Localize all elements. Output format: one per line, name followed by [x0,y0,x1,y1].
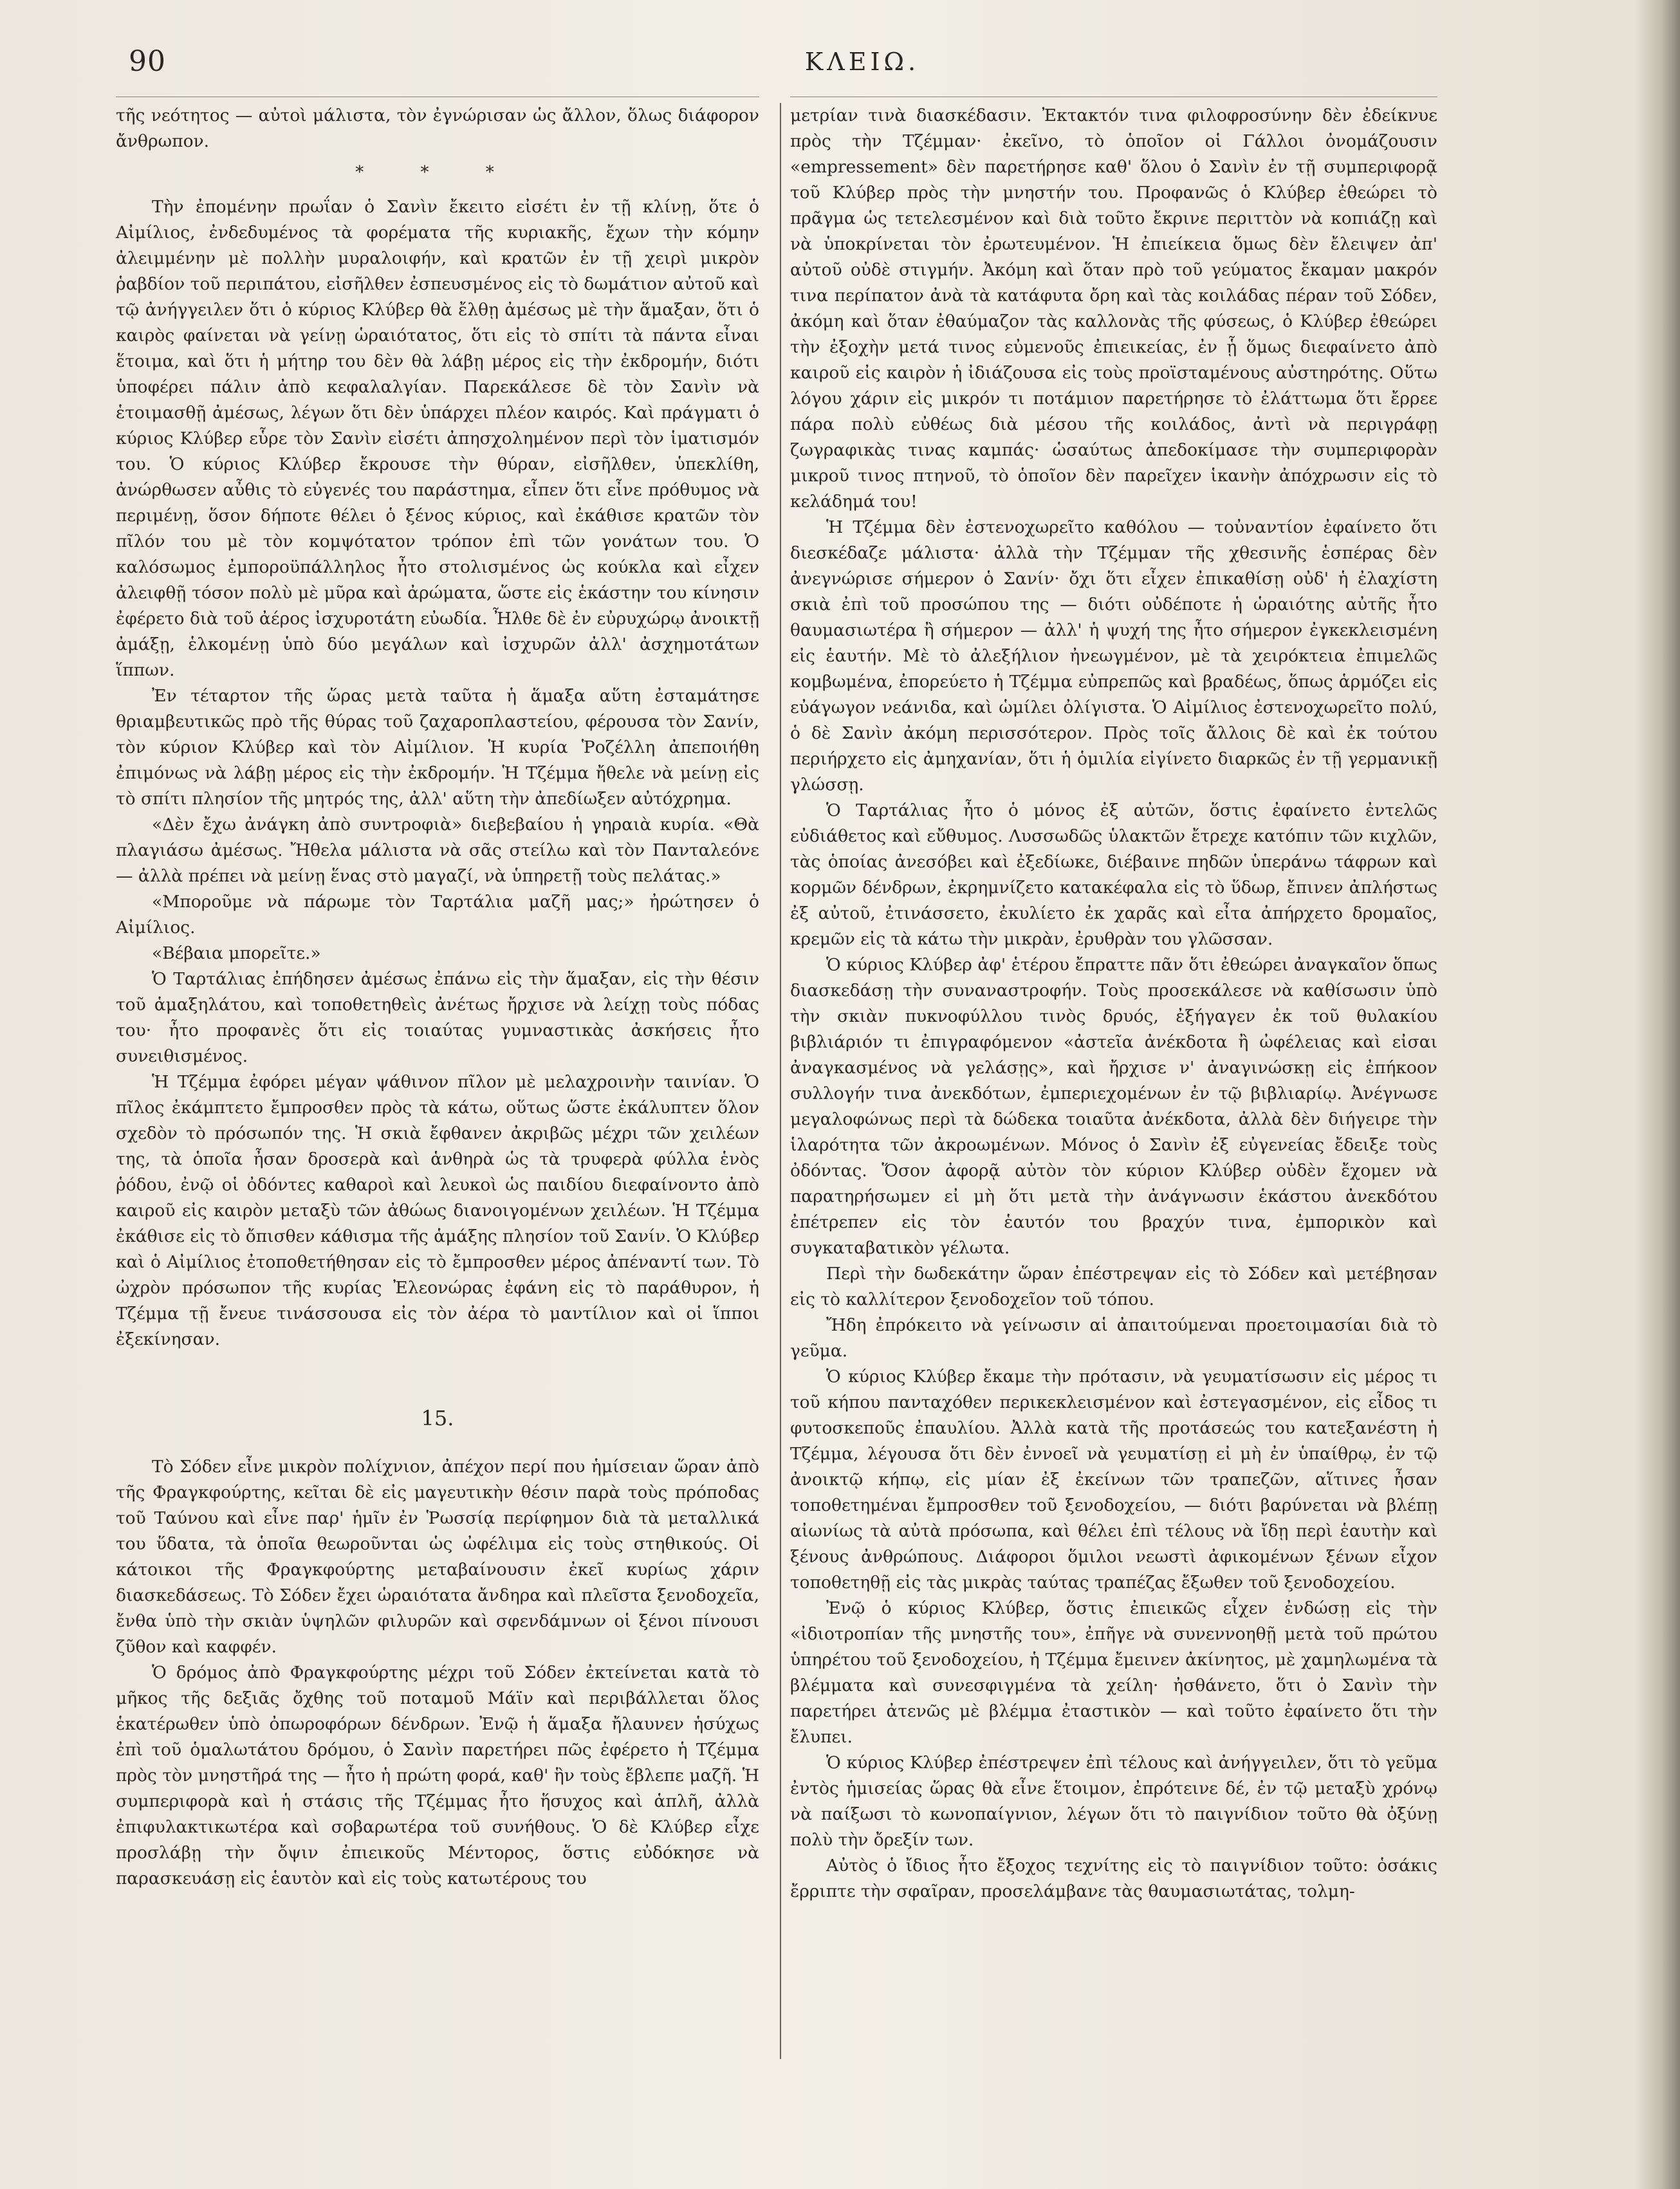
chapter-number: 15. [421,1406,454,1430]
column-divider [780,103,781,2059]
paragraph: Ἤδη ἐπρόκειτο νὰ γείνωσιν αἱ ἀπαιτούμεναι προετοιμασίαι διὰ τὸ γεῦμα. [790,1315,1437,1361]
left-column [116,103,759,1892]
paragraph: Ὁ κύριος Κλύβερ ἀφ' ἑτέρου ἔπραττε πᾶν ὅτι ἐθεώρει ἀναγκαῖον ὅπως διασκεδάσῃ τὴν συναναστροφήν. Τοὺς προσεκάλεσε νὰ καθίσωσιν ὑπὸ τὴν σκιὰν πυκνοφύλλου τινὸς δρυός, ἐξήγαγεν ἐκ τοῦ θυλακίου βιβλιάριόν τι ἐπιγραφόμενον «ἀστεῖα ἀνέκδοτα ἢ ὠφέλειας καὶ εἰσαι ἀναγκασμένος νὰ γελάσῃς», καὶ ἤρχισε ν' ἀναγινώσκῃ εἰς ἐπήκοον συλλογήν τινα ἀνεκδότων, ἐμπεριεχομένων ἐν τῷ βιβλιαρίῳ. Ἀνέγνωσε μεγαλοφώνως περὶ τὰ δώδεκα τοιαῦτα ἀνέκδοτα, ἀλλὰ δὲν διήγειρε τὴν ἱλαρότητα τῶν ἀκροωμένων. Μόνος ὁ Σανὶν ἐξ εὐγενείας ἔδειξε τοὺς ὀδόντας. Ὅσον ἀφορᾷ αὐτὸν τὸν κύριον Κλύβερ οὐδὲν ἔχομεν νὰ παρατηρήσωμεν εἰ μὴ ὅτι μετὰ τὴν ἀνάγνωσιν ἑκάστου ἀνεκδότου ἐπέτρεπεν εἰς τὸν ἑαυτόν του βραχύν τινα, ἐμπορικὸν καὶ συγκαταβατικὸν γέλωτα. [790,955,1437,1258]
section-break-asterisks: * * * [355,163,520,182]
paragraph: Τὸ Σόδεν εἶνε μικρὸν πολίχνιον, ἀπέχον περί που ἡμίσειαν ὥραν ἀπὸ τῆς Φραγκφούρτης, κεῖται δὲ εἰς μαγευτικὴν θέσιν παρὰ τοὺς πρόποδας τοῦ Ταύνου καὶ εἶνε παρ' ἡμῖν ἐν Ῥωσσίᾳ περίφημον διὰ τὰ μεταλλικά του ὕδατα, τὰ ὁποῖα θεωροῦνται ὡς ὠφέλιμα εἰς τοὺς στηθικούς. Οἱ κάτοικοι τῆς Φραγκφούρτης μεταβαίνουσιν ἐκεῖ κυρίως χάριν διασκεδάσεως. Τὸ Σόδεν ἔχει ὡραιότατα ἄνδηρα καὶ πλεῖστα ξενοδοχεῖα, ἔνθα ὑπὸ τὴν σκιὰν ὑψηλῶν φιλυρῶν καὶ σφενδάμνων οἱ ξένοι πίνουσι ζῦθον καὶ καφφέν. [116,1457,759,1657]
paragraph: μετρίαν τινὰ διασκέδασιν. Ἐκτακτόν τινα φιλοφροσύνην δὲν ἐδείκνυε πρὸς τὴν Τζέμμαν· ἐκεῖνο, τὸ ὁποῖον οἱ Γάλλοι ὀνομάζουσιν «empressement» δὲν παρετήρησε καθ' ὅλου ὁ Σανὶν ἐν τῇ συμπεριφορᾷ τοῦ Κλύβερ πρὸς τὴν μνηστήν του. Προφανῶς ὁ Κλύβερ ἐθεώρει τὸ πρᾶγμα ὡς τετελεσμένον καὶ διὰ τοῦτο ἔκρινε περιττὸν νὰ κοπιάζῃ καὶ νὰ ὑποκρίνεται τὸν ἐρωτευμένον. Ἡ ἐπιείκεια ὅμως δὲν ἔλειψεν ἀπ' αὐτοῦ οὐδὲ στιγμήν. Ἀκόμη καὶ ὅταν πρὸ τοῦ γεύματος ἔκαμαν μακρόν τινα περίπατον ἀνὰ τὰ κατάφυτα ὄρη καὶ τὰς κοιλάδας πέραν τοῦ Σόδεν, ἀκόμη καὶ ὅταν ἐθαύμαζον τὰς καλλονὰς τῆς φύσεως, ὁ Κλύβερ ἐθεώρει τὴν ἐξοχὴν μετά τινος εὐμενοῦς ἐπιεικείας, ἐν ᾗ ὅμως διεφαίνετο ἀπὸ καιροῦ εἰς καιρὸν ἡ ἰδιάζουσα εἰς τοὺς προϊσταμένους αὐστηρότης. Οὕτω λόγου χάριν εἰς μικρόν τι ποτάμιον παρετήρησε τὸ ἐλάττωμα ὅτι ἔρρεε πάρα πολὺ εὐθέως διὰ μέσου τῆς κοιλάδος, ἀντὶ νὰ περιγράφῃ ζωγραφικὰς τινας καμπάς· ὡσαύτως ἀπεδοκίμασε τὴν συμπεριφορὰν μικροῦ τινος πτηνοῦ, τὸ ὁποῖον δὲν παρεῖχεν ἱκανὴν ἀπόχρωσιν εἰς τὸ κελάδημά του! [790,106,1437,512]
paragraph: Τὴν ἐπομένην πρωΐαν ὁ Σανὶν ἔκειτο εἰσέτι ἐν τῇ κλίνῃ, ὅτε ὁ Αἰμίλιος, ἐνδεδυμένος τὰ φορέματα τῆς κυριακῆς, ἔχων τὴν κόμην ἀλειμμένην μὲ πολλὴν μυραλοιφήν, καὶ κρατῶν ἐν τῇ χειρὶ μικρὸν ῥαβδίον τοῦ περιπάτου, εἰσῆλθεν ἐσπευσμένος εἰς τὸ δωμάτιον αὐτοῦ καὶ τῷ ἀνήγγειλεν ὅτι ὁ κύριος Κλύβερ θὰ ἔλθῃ ἀμέσως μὲ τὴν ἅμαξαν, ὅτι ὁ καιρὸς φαίνεται νὰ γείνῃ ὡραιότατος, ὅτι εἰς τὸ σπίτι τὰ πάντα εἶναι ἕτοιμα, καὶ ὅτι ἡ μήτηρ του δὲν θὰ λάβῃ μέρος εἰς τὴν ἐκδρομήν, διότι ὑποφέρει πάλιν ἀπὸ κεφαλαλγίαν. Παρεκάλεσε δὲ τὸν Σανὶν νὰ ἑτοιμασθῇ ἀμέσως, λέγων ὅτι δὲν ὑπάρχει πλέον καιρός. Καὶ πράγματι ὁ κύριος Κλύβερ εὗρε τὸν Σανὶν εἰσέτι ἀπησχολημένον περὶ τὸν ἱματισμόν του. Ὁ κύριος Κλύβερ ἔκρουσε τὴν θύραν, εἰσῆλθεν, ὑπεκλίθη, ἀνώρθωσεν αὖθις τὸ εὐγενές του παράστημα, εἶπεν ὅτι εἶνε πρόθυμος νὰ περιμένῃ, ὅσον δήποτε θέλει ὁ ξένος κύριος, καὶ ἐκάθισε κρατῶν τὸν πῖλόν του μὲ τὸν κομψότατον τρόπον ἐπὶ τῶν γονάτων του. Ὁ καλόσωμος ἐμποροϋπάλληλος ἦτο στολισμένος ὡς κούκλα καὶ εἶχεν ἀλειφθῇ τόσον πολὺ μὲ μῦρα καὶ ἀρώματα, ὥστε εἰς ἑκάστην του κίνησιν ἐφέρετο διὰ τοῦ ἀέρος ἰσχυροτάτη εὐωδία. Ἦλθε δὲ ἐν εὐρυχώρῳ ἀνοικτῇ ἀμάξῃ, ἑλκομένῃ ὑπὸ δύο μεγάλων καὶ ἰσχυρῶν ἀλλ' ἀσχημοτάτων ἵππων. [116,197,759,680]
right-column [790,103,1437,1905]
paragraph: Ὁ Ταρτάλιας ἐπήδησεν ἀμέσως ἐπάνω εἰς τὴν ἅμαξαν, εἰς τὴν θέσιν τοῦ ἁμαξηλάτου, καὶ τοποθετηθεὶς ἀνέτως ἤρχισε νὰ λείχῃ τοὺς πόδας του· ἦτο προφανὲς ὅτι εἰς τοιαύτας γυμναστικὰς ἀσκήσεις ἦτο συνειθισμένος. [116,969,759,1066]
paragraph: Ὁ Ταρτάλιας ἦτο ὁ μόνος ἐξ αὐτῶν, ὅστις ἐφαίνετο ἐντελῶς εὐδιάθετος καὶ εὔθυμος. Λυσσωδῶς ὑλακτῶν ἔτρεχε κατόπιν τῶν κιχλῶν, τὰς ὁποίας ἀνεσόβει καὶ ἐξεδίωκε, διέβαινε πηδῶν ὑπεράνω τάφρων καὶ κορμῶν δένδρων, ἐκρημνίζετο κατακέφαλα εἰς τὸ ὕδωρ, ἔπινεν ἀπλήστως ἐξ αὐτοῦ, ἐτινάσσετο, ἐκυλίετο ἐκ χαρᾶς καὶ εἶτα ἀπήρχετο δρομαῖος, κρεμῶν εἰς τὰ κάτω τὴν μικρὰν, ἐρυθρὰν του γλῶσσαν. [790,800,1437,949]
opening-line: τῆς νεότητος — αὐτοὶ μάλιστα, τὸν ἐγνώρισαν ὡς ἄλλον, ὅλως διάφορον ἄνθρωπον. [116,106,759,151]
paragraph: «Μποροῦμε νὰ πάρωμε τὸν Ταρτάλια μαζῆ μας;» ἠρώτησεν ὁ Αἰμίλιος. [116,892,759,937]
paragraph: Περὶ τὴν δωδεκάτην ὥραν ἐπέστρεψαν εἰς τὸ Σόδεν καὶ μετέβησαν εἰς τὸ καλλίτερον ξενοδοχεῖον τοῦ τόπου. [790,1264,1437,1309]
paragraph: Ἐνῷ ὁ κύριος Κλύβερ, ὅστις ἐπιεικῶς εἶχεν ἐνδώσῃ εἰς τὴν «ἰδιοτροπίαν τῆς μνηστῆς του», ἐπῆγε νὰ συνεννοηθῇ μετὰ τοῦ πρώτου ὑπηρέτου τοῦ ξενοδοχείου, ἡ Τζέμμα ἔμεινεν ἀκίνητος, μὲ χαμηλωμένα τὰ βλέμματα καὶ συνεσφιγμένα τὰ χείλη· ἠσθάνετο, ὅτι ὁ Σανὶν τὴν παρετήρει ἀτενῶς μὲ βλέμμα ἐταστικὸν — καὶ τοῦτο ἐφαίνετο ὅτι τὴν ἔλυπει. [790,1598,1437,1747]
binding-shadow [1635,0,1680,2189]
paragraph: Ὁ δρόμος ἀπὸ Φραγκφούρτης μέχρι τοῦ Σόδεν ἐκτείνεται κατὰ τὸ μῆκος τῆς δεξιᾶς ὄχθης τοῦ ποταμοῦ Μάϊν καὶ περιβάλλεται ὅλος ἑκατέρωθεν ὑπὸ ὀπωροφόρων δένδρων. Ἐνῷ ἡ ἅμαξα ἤλαυνεν ἡσύχως ἐπὶ τοῦ ὁμαλωτάτου δρόμου, ὁ Σανὶν παρετήρει πῶς ἐφέρετο ἡ Τζέμμα πρὸς τὸν μνηστῆρά της — ἦτο ἡ πρώτη φορά, καθ' ἣν τοὺς ἔβλεπε μαζῆ. Ἡ συμπεριφορὰ καὶ ἡ στάσις τῆς Τζέμμας ἦτο ἥσυχος καὶ ἁπλῆ, ἀλλὰ ἐπιφυλακτικωτέρα καὶ σοβαρωτέρα τοῦ συνήθους. Ὁ δὲ Κλύβερ εἶχε προσλάβῃ τὴν ὄψιν ἐπιεικοῦς Μέντορος, ὅστις εὐδόκησε νὰ παρασκευάσῃ εἰς ἑαυτὸν καὶ εἰς τοὺς κατωτέρους του [116,1663,759,1889]
paragraph: Ὁ κύριος Κλύβερ ἐπέστρεψεν ἐπὶ τέλους καὶ ἀνήγγειλεν, ὅτι τὸ γεῦμα ἐντὸς ἡμισείας ὥρας θὰ εἶνε ἕτοιμον, ἐπρότεινε δέ, ἐν τῷ μεταξὺ χρόνῳ νὰ παίξωσι τὸ κωνοπαίγνιον, λέγων ὅτι τὸ παιγνίδιον τοῦτο θὰ ὀξύνῃ πολὺ τὴν ὄρεξίν των. [790,1753,1437,1850]
page-header [122,45,1557,84]
paragraph: Αὐτὸς ὁ ἴδιος ἦτο ἔξοχος τεχνίτης εἰς τὸ παιγνίδιον τοῦτο: ὁσάκις ἔρριπτε τὴν σφαῖραν, προσελάμβανε τὰς θαυμασιωτάτας, τολμη- [790,1856,1437,1901]
paragraph: «Βέβαια μπορεῖτε.» [152,943,321,963]
paragraph: Ὁ κύριος Κλύβερ ἔκαμε τὴν πρότασιν, νὰ γευματίσωσιν εἰς μέρος τι τοῦ κήπου πανταχόθεν περικεκλεισμένον καὶ ἐστεγασμένον, εἰς εἶδος τι φυτοσκεποῦς ἐπαυλίου. Ἀλλὰ κατὰ τῆς προτάσεώς του κατεξανέστη ἡ Τζέμμα, λέγουσα ὅτι δὲν ἐννοεῖ νὰ γευματίσῃ εἰ μὴ ἐν ὑπαίθρῳ, ἐν τῷ ἀνοικτῷ κήπῳ, εἰς μίαν ἐξ ἐκείνων τῶν τραπεζῶν, αἵτινες ἦσαν τοποθετημέναι ἔμπροσθεν τοῦ ξενοδοχείου, — διότι βαρύνεται νὰ βλέπῃ αἰωνίως τὰ αὐτὰ πρόσωπα, καὶ θέλει ἐπὶ τέλους νὰ ἴδῃ περὶ ἑαυτὴν καὶ ξένους ἀνθρώπους. Διάφοροι ὅμιλοι νεωστὶ ἀφικομένων ξένων εἶχον τοποθετηθῇ εἰς τὰς μικρὰς ταύτας τραπέζας ἔξωθεν τοῦ ξενοδοχείου. [790,1367,1437,1593]
paragraph: Ἐν τέταρτον τῆς ὥρας μετὰ ταῦτα ἡ ἅμαξα αὕτη ἐσταμάτησε θριαμβευτικῶς πρὸ τῆς θύρας τοῦ ζαχαροπλαστείου, φέρουσα τὸν Σανίν, τὸν κύριον Κλύβερ καὶ τὸν Αἰμίλιον. Ἡ κυρία Ῥοζέλλη ἀπεποιήθη ἐπιμόνως νὰ λάβῃ μέρος εἰς τὴν ἐκδρομήν. Ἡ Τζέμμα ἤθελε νὰ μείνῃ εἰς τὸ σπίτι πλησίον τῆς μητρός της, ἀλλ' αὕτη τὴν ἀπεδίωξεν αὐτόχρημα. [116,686,759,809]
paragraph: Ἡ Τζέμμα ἐφόρει μέγαν ψάθινον πῖλον μὲ μελαχροινὴν ταινίαν. Ὁ πῖλος ἐκάμπτετο ἔμπροσθεν πρὸς τὰ κάτω, οὕτως ὥστε ἐκάλυπτεν ὅλον σχεδὸν τὸ πρόσωπόν της. Ἡ σκιὰ ἔφθανεν ἀκριβῶς μέχρι τῶν χειλέων της, τὰ ὁποῖα ἦσαν δροσερὰ καὶ ἁνθηρὰ ὡς τὰ τρυφερὰ φύλλα ἑνὸς ῥόδου, ἐνῷ οἱ ὀδόντες καθαροὶ καὶ λευκοὶ ὡς παιδίου διεφαίνοντο ἀπὸ καιροῦ εἰς καιρὸν μεταξὺ τῶν ἀθώως διανοιγομένων χειλέων. Ἡ Τζέμμα ἐκάθισε εἰς τὸ ὄπισθεν κάθισμα τῆς ἁμάξης πλησίον τοῦ Σανίν. Ὁ Κλύβερ καὶ ὁ Αἰμίλιος ἐτοποθετήθησαν εἰς τὸ ἔμπροσθεν μέρος ἀπέναντί των. Τὸ ὠχρὸν πρόσωπον τῆς κυρίας Ἐλεονώρας ἐφάνη εἰς τὸ παράθυρον, ἡ Τζέμμα τῇ ἔνευε τινάσσουσα εἰς τὸν ἀέρα τὸ μαντίλιον καὶ οἱ ἵπποι ἐξεκίνησαν. [116,1072,759,1349]
page-number: 90 [129,45,166,78]
paragraph: «Δὲν ἔχω ἀνάγκη ἀπὸ συντροφιὰ» διεβεβαίου ἡ γηραιὰ κυρία. «Θὰ πλαγιάσω ἀμέσως. Ἤθελα μάλιστα νὰ σᾶς στείλω καὶ τὸν Πανταλεόνε — ἀλλὰ πρέπει νὰ μείνῃ ἕνας στὸ μαγαζί, νὰ ὑπηρετῇ τοὺς πελάτας.» [116,815,759,886]
running-title: ΚΛΕΙΩ. [804,48,920,76]
paragraph: Ἡ Τζέμμα δὲν ἐστενοχωρεῖτο καθόλου — τοὐναντίον ἐφαίνετο ὅτι διεσκέδαζε μάλιστα· ἀλλὰ τὴν Τζέμμαν τῆς χθεσινῆς ἑσπέρας δὲν ἀνεγνώρισε σήμερον ὁ Σανίν· ὄχι ὅτι εἶχεν ἐπικαθίσῃ οὐδ' ἡ ἐλαχίστη σκιὰ ἐπὶ τοῦ προσώπου της — διότι οὐδέποτε ἡ ὡραιότης αὐτῆς ἦτο θαυμασιωτέρα ἢ σήμερον — ἀλλ' ἡ ψυχή της ἦτο σήμερον ἐγκεκλεισμένη εἰς ἑαυτήν. Μὲ τὸ ἀλεξήλιον ἠνεωγμένον, μὲ τὰ χειρόκτεια ἐπιμελῶς κομβωμένα, ἐπορεύετο ἡ Τζέμμα εὐπρεπῶς καὶ βραδέως, ὅπως ἁρμόζει εἰς εὐάγωγον νεάνιδα, καὶ ὡμίλει ὀλίγιστα. Ὁ Αἰμίλιος ἐστενοχωρεῖτο πολύ, ὁ δὲ Σανὶν ἀκόμη περισσότερον. Πρὸς τοῖς ἄλλοις δὲ καὶ ἐκ τούτου περιήρχετο εἰς ἀμηχανίαν, ὅτι ἡ ὁμιλία εἰγίνετο διαρκῶς ἐν τῇ γερμανικῇ γλώσσῃ. [790,517,1437,795]
